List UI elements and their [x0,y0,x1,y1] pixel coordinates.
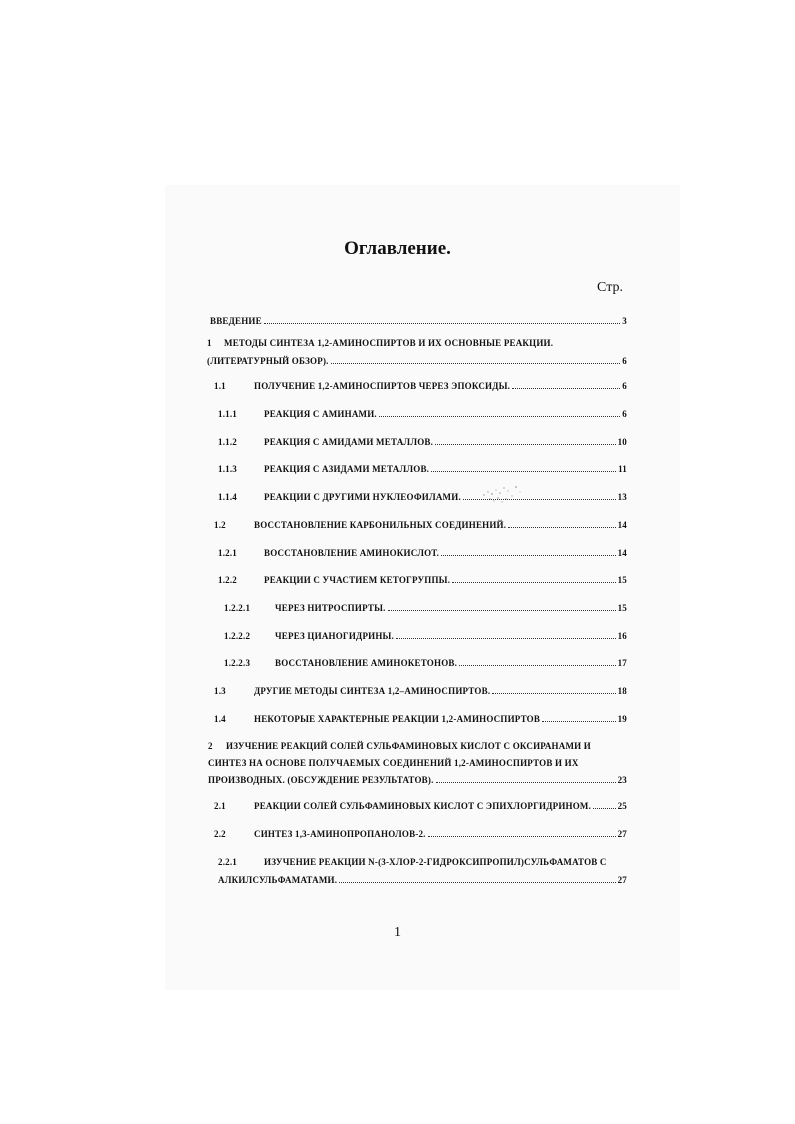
toc-entry[interactable] [214,800,627,812]
toc-page-number: 18 [617,686,627,696]
toc-entry[interactable] [207,337,627,367]
toc-section-number: 1.2.2.3 [224,658,251,668]
toc-page-number: 27 [617,875,627,885]
toc-section-number: 2.1 [214,801,226,811]
toc-entry-title-line: ИЗУЧЕНИЕ РЕАКЦИЙ СОЛЕЙ СУЛЬФАМИНОВЫХ КИСЛОТ С ОКСИРАНАМИ И [226,741,591,751]
toc-entry-title: НЕКОТОРЫЕ ХАРАКТЕРНЫЕ РЕАКЦИИ 1,2-АМИНОСПИРТОВ [254,714,541,724]
toc-entry-title-line: СИНТЕЗ НА ОСНОВЕ ПОЛУЧАЕМЫХ СОЕДИНЕНИЙ 1,2-АМИНОСПИРТОВ И ИХ [208,758,579,768]
dot-leader [459,657,616,666]
toc-entry[interactable] [218,547,627,559]
toc-page-number: 6 [622,409,627,419]
dot-leader [388,602,616,611]
toc-section-number: 1.4 [214,714,226,724]
dot-leader [396,630,616,639]
dot-leader [428,828,616,837]
toc-entry[interactable] [214,685,627,697]
toc-entry-title: ПРОИЗВОДНЫХ. (ОБСУЖДЕНИЕ РЕЗУЛЬТАТОВ). [208,775,434,785]
dot-leader [431,463,616,472]
toc-entry[interactable] [218,491,627,503]
toc-entry[interactable] [218,436,627,448]
toc-section-number: 2 [208,741,213,751]
toc-entry-title: СИНТЕЗ 1,3-АМИНОПРОПАНОЛОВ-2. [254,829,426,839]
toc-page-number: 15 [617,603,627,613]
toc-page-number: 14 [617,548,627,558]
toc-entry-title: РЕАКЦИИ С УЧАСТИЕМ КЕТОГРУППЫ. [264,575,451,585]
toc-entry-title: РЕАКЦИЯ С АЗИДАМИ МЕТАЛЛОВ. [264,464,430,474]
toc-entry[interactable] [218,408,627,420]
toc-page-number: 19 [617,714,627,724]
toc-entry-title: ВОССТАНОВЛЕНИЕ АМИНОКЕТОНОВ. [275,658,458,668]
toc-page-number: 23 [617,775,627,785]
toc-section-number: 1.3 [214,686,226,696]
toc-entry[interactable] [218,856,627,886]
toc-entry[interactable] [214,713,627,725]
toc-entry[interactable] [218,463,627,475]
toc-section-number: 2.2 [214,829,226,839]
toc-entry[interactable] [218,574,627,586]
toc-entry-title: ЧЕРЕЗ НИТРОСПИРТЫ. [275,603,386,613]
dot-leader [264,315,620,324]
toc-section-number: 1.1.1 [218,409,237,419]
dot-leader [512,380,620,389]
toc-entry[interactable] [208,740,627,786]
toc-entry[interactable] [214,828,627,840]
toc-section-number: 2.2.1 [218,857,237,867]
toc-section-number: 1.2.1 [218,548,237,558]
toc-section-number: 1 [207,338,212,348]
toc-entry-title: ВОССТАНОВЛЕНИЕ АМИНОКИСЛОТ. [264,548,440,558]
dot-leader [452,574,615,583]
toc-section-number: 1.2.2 [218,575,237,585]
toc-entry[interactable] [224,602,627,614]
page-title: Оглавление. [344,238,451,259]
toc-page-number: 15 [617,575,627,585]
toc-entry[interactable] [210,315,627,327]
toc-page-number: 6 [622,381,627,391]
dot-leader [492,685,615,694]
toc-entry-title: РЕАКЦИИ С ДРУГИМИ НУКЛЕОФИЛАМИ. [264,492,461,502]
toc-entry-title: ДРУГИЕ МЕТОДЫ СИНТЕЗА 1,2–АМИНОСПИРТОВ. [254,686,491,696]
toc-section-number: 1.2.2.2 [224,631,251,641]
toc-entry[interactable] [224,657,627,669]
toc-page-number: 6 [622,356,627,366]
toc-entry-title: ЧЕРЕЗ ЦИАНОГИДРИНЫ. [275,631,395,641]
toc-page-number: 27 [617,829,627,839]
dot-leader [339,874,615,883]
toc-section-number: 1.2 [214,520,226,530]
toc-section-number: 1.1.4 [218,492,237,502]
dot-leader [379,408,620,417]
toc-entry-title-line: ИЗУЧЕНИЕ РЕАКЦИИ N-(3-ХЛОР-2-ГИДРОКСИПРОПИЛ)СУЛЬФАМАТОВ С [264,857,607,867]
toc-page-number: 16 [617,631,627,641]
dot-leader [436,774,616,783]
toc-entry-title-line: МЕТОДЫ СИНТЕЗА 1,2-АМИНОСПИРТОВ И ИХ ОСНОВНЫЕ РЕАКЦИИ. [224,338,554,348]
toc-entry-title: ПОЛУЧЕНИЕ 1,2-АМИНОСПИРТОВ ЧЕРЕЗ ЭПОКСИДЫ. [254,381,511,391]
toc-entry-title: РЕАКЦИЯ С АМИДАМИ МЕТАЛЛОВ. [264,437,434,447]
toc-entry-title: (ЛИТЕРАТУРНЫЙ ОБЗОР). [207,356,329,366]
dot-leader [593,800,616,809]
page-column-header: Стр. [597,280,623,295]
dot-leader [435,436,616,445]
toc-page-number: 11 [618,464,627,474]
toc-entry-title: РЕАКЦИЯ С АМИНАМИ. [264,409,377,419]
toc-entry-title: РЕАКЦИИ СОЛЕЙ СУЛЬФАМИНОВЫХ КИСЛОТ С ЭПИХЛОРГИДРИНОМ. [254,801,592,811]
toc-entry[interactable] [214,519,627,531]
toc-entry[interactable] [214,380,627,392]
toc-entry-title: ВВЕДЕНИЕ [210,316,262,326]
dot-leader [508,519,615,528]
page-number: 1 [394,925,401,940]
toc-entry-title: АЛКИЛСУЛЬФАМАТАМИ. [218,875,338,885]
toc-entry-title: ВОССТАНОВЛЕНИЕ КАРБОНИЛЬНЫХ СОЕДИНЕНИЙ. [254,520,507,530]
toc-section-number: 1.1 [214,381,226,391]
dot-leader [441,547,616,556]
toc-page-number: 17 [617,658,627,668]
toc-section-number: 1.2.2.1 [224,603,251,613]
toc-section-number: 1.1.2 [218,437,237,447]
toc-section-number: 1.1.3 [218,464,237,474]
toc-entry[interactable] [224,630,627,642]
toc-page-number: 10 [617,437,627,447]
dot-leader [463,491,616,500]
toc-page-number: 3 [622,316,627,326]
toc-page-number: 14 [617,520,627,530]
dot-leader [542,713,616,722]
toc-page-number: 13 [617,492,627,502]
dot-leader [331,355,621,364]
toc-page-number: 25 [617,801,627,811]
